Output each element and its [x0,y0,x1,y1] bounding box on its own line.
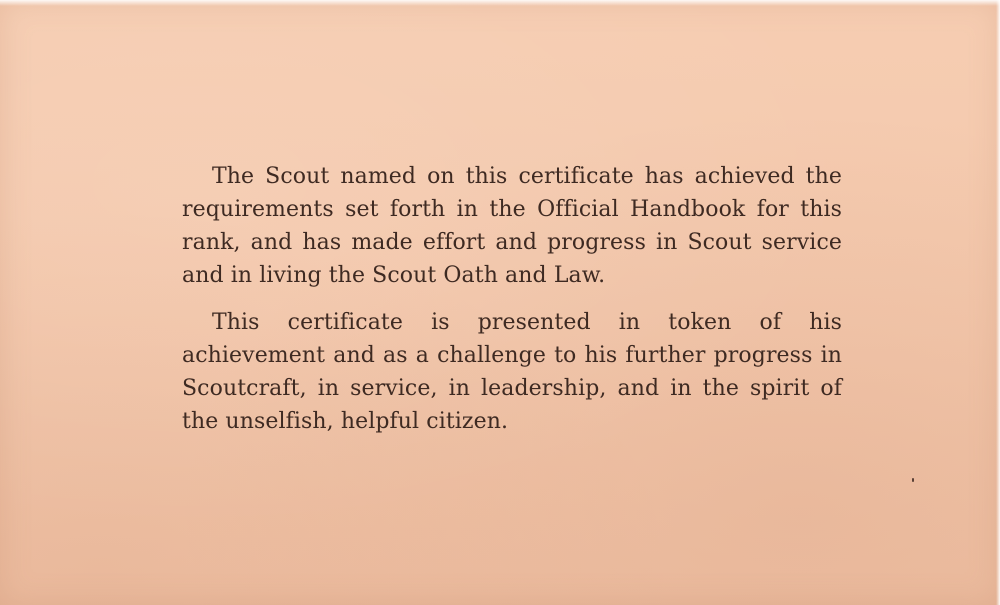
paragraph-presentation: This certificate is presented in token of his achievement and as a challenge to his further progress in Scoutcraft, in service, in leadership, and in the spirit of the unselfish, helpful citizen. [182,310,842,434]
paper-edge-top [0,0,1000,6]
paragraph-achievement: The Scout named on this certificate has achieved the requirements set forth in the Official Handbook for this rank, and has made effort and progress in Scout service and in living the Scout Oath and Law. [182,164,842,288]
certificate-text [182,160,842,438]
ink-speck [912,478,914,482]
paper-edge-right [996,0,1000,605]
